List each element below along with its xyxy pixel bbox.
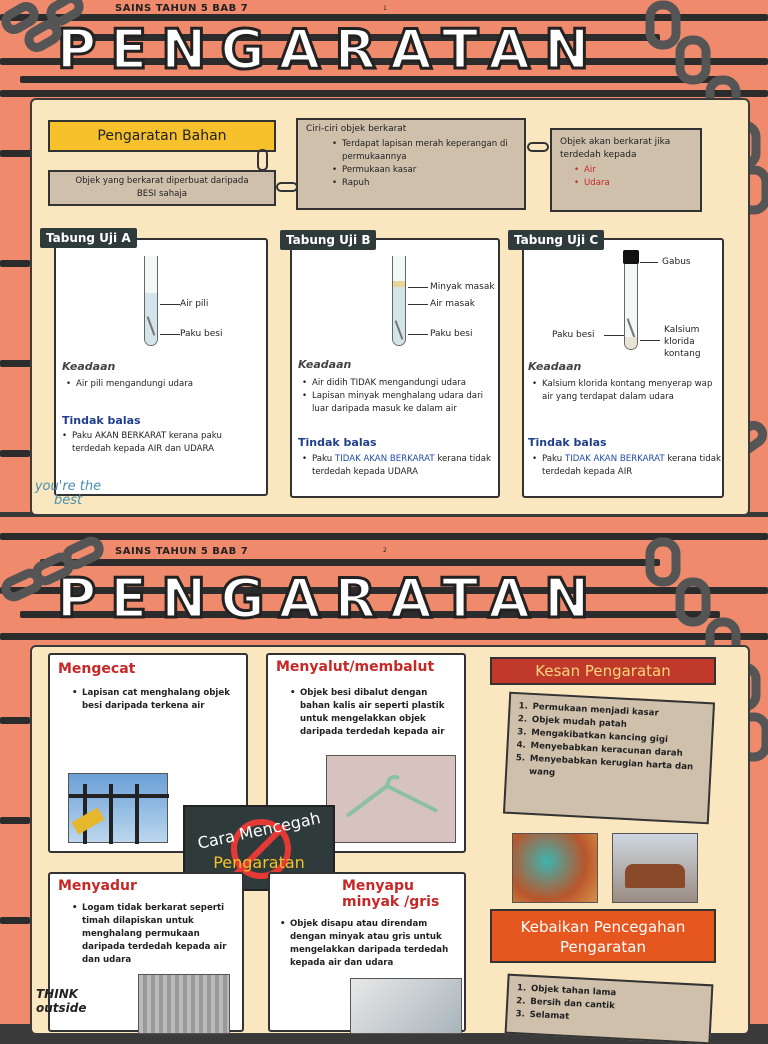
list-item: • Air pili mengandungi udara: [66, 378, 262, 391]
method-list: [280, 918, 460, 970]
list-item: • Paku TIDAK AKAN BERKARAT kerana tidak terdedah kepada AIR: [532, 453, 722, 479]
chain-decoration-left: [0, 537, 110, 627]
list-item: • Air didih TIDAK mengandungi udara: [302, 377, 498, 390]
features-list: [306, 138, 516, 190]
list-item: Objek tahan lama: [530, 983, 617, 999]
test-tube-c: [624, 264, 638, 350]
tube-b-tag: Tabung Uji B: [280, 230, 376, 250]
response-list: [532, 453, 722, 479]
condition-heading: Keadaan: [528, 360, 582, 373]
test-tube-a: [144, 256, 158, 346]
exposure-box: [550, 128, 702, 212]
tube-label: Gabus: [662, 257, 691, 267]
badge-you-are-the-best: you're the best: [34, 479, 102, 508]
list-item: • Terdapat lapisan merah keperangan di permukaannya: [332, 138, 516, 164]
features-title: Ciri-ciri objek berkarat: [306, 124, 407, 134]
subject-header: SAINS TAHUN 5 BAB 7: [115, 546, 249, 557]
list-item: Menyebabkan kerugian harta dan wang: [528, 753, 694, 779]
list-item: • Permukaan kasar: [332, 164, 516, 177]
tube-b-card: [290, 238, 500, 498]
tube-c-card: [522, 238, 724, 498]
response-list: [62, 430, 262, 456]
list-item: • Paku TIDAK AKAN BERKARAT kerana tidak terdedah kepada UDARA: [302, 453, 498, 479]
intro-text-content: Objek yang berkarat diperbuat daripada BESI sahaja: [75, 176, 249, 199]
page-1: [0, 0, 768, 512]
method-list: [72, 902, 236, 967]
intro-label: Pengaratan Bahan: [48, 120, 276, 152]
page-title: PENGARATAN: [56, 18, 604, 81]
chain-decoration-left: [0, 0, 90, 90]
condition-list: [66, 378, 262, 391]
page-number: 1: [383, 5, 387, 12]
tube-label: Minyak masak: [430, 282, 495, 292]
tube-label: Air pili: [180, 299, 209, 309]
tube-label: Air masak: [430, 299, 475, 309]
benefits-title: Kebaikan Pencegahan Pengaratan: [490, 909, 716, 963]
tube-a-tag: Tabung Uji A: [40, 228, 137, 248]
sign-line-2: Pengaratan: [213, 853, 305, 872]
intro-text: [48, 170, 276, 206]
response-list: [302, 453, 498, 479]
condition-heading: Keadaan: [298, 358, 352, 371]
rust-photo: [512, 833, 598, 903]
exposure-list: [560, 164, 692, 190]
painting-photo: [68, 773, 168, 843]
list-item: • Lapisan minyak menghalang udara dari luar daripada masuk ke dalam air: [302, 390, 498, 416]
method-list: [72, 687, 240, 713]
list-item: • Lapisan cat menghalang objek besi daripada terkena air: [72, 687, 240, 713]
features-box: [296, 118, 526, 210]
effects-box: [503, 692, 715, 825]
list-item: Permukaan menjadi kasar: [532, 701, 659, 719]
list-item: • Objek besi dibalut dengan bahan kalis air seperti plastik untuk mengelakkan objek daripada terdedah kepada air: [290, 687, 458, 739]
response-heading: Tindak balas: [528, 436, 607, 449]
list-item: Bersih dan cantik: [530, 996, 616, 1012]
list-item: • Objek disapu atau direndam dengan minyak atau gris untuk mengelakkan daripada terdedah kepada air dan udara: [280, 918, 460, 970]
method-title: Mengecat: [58, 661, 136, 677]
tube-label: Paku besi: [552, 330, 595, 340]
page-2: [0, 517, 768, 1024]
tube-c-tag: Tabung Uji C: [508, 230, 604, 250]
response-heading: Tindak balas: [62, 414, 141, 427]
benefits-list: [515, 982, 703, 1031]
cork-stopper: [623, 250, 639, 264]
effects-list: [515, 700, 705, 788]
list-item: • Logam tidak berkarat seperti timah dilapiskan untuk menghalang permukaan daripada terdedah kepada air dan udara: [72, 902, 236, 967]
condition-list: [302, 377, 498, 416]
exposure-title: Objek akan berkarat jika terdedah kepada: [560, 137, 671, 160]
list-item: • Paku AKAN BERKARAT kerana paku terdedah kepada AIR dan UDARA: [62, 430, 262, 456]
grease-photo: [350, 978, 462, 1034]
test-tube-b: [392, 256, 406, 346]
list-item: • Air: [574, 164, 692, 177]
can-photo: [138, 974, 230, 1034]
list-item: Menyebabkan keracunan darah: [530, 740, 683, 759]
hanger-photo: [326, 755, 456, 843]
method-title: Menyadur: [58, 878, 137, 894]
condition-list: [532, 378, 722, 404]
badge-think-outside: THINK outside: [36, 987, 87, 1015]
effects-title: Kesan Pengaratan: [490, 657, 716, 685]
list-item: • Rapuh: [332, 177, 516, 190]
chain-link-icon: [255, 148, 271, 172]
rusty-car-photo: [612, 833, 698, 903]
list-item: • Udara: [574, 177, 692, 190]
tube-a-card: [54, 238, 268, 496]
subject-header: SAINS TAHUN 5 BAB 7: [115, 3, 249, 14]
tube-label: Paku besi: [180, 329, 223, 339]
list-item: • Kalsium klorida kontang menyerap wap air yang terdapat dalam udara: [532, 378, 722, 404]
method-list: [290, 687, 458, 739]
tube-label: Paku besi: [430, 329, 473, 339]
condition-heading: Keadaan: [62, 360, 116, 373]
list-item: Objek mudah patah: [531, 714, 628, 730]
benefits-box: [505, 974, 714, 1044]
list-item: Mengakibatkan kancing gigi: [530, 727, 669, 746]
page-number: 2: [383, 547, 387, 554]
tube-label: Kalsium klorida kontang: [664, 325, 701, 359]
method-title: Menyalut/membalut: [276, 659, 435, 675]
response-heading: Tindak balas: [298, 436, 377, 449]
chain-link-icon: [526, 140, 550, 154]
page-title: PENGARATAN: [56, 567, 604, 630]
sign-line-1: Cara Mencegah: [195, 808, 323, 853]
method-title: Menyapu minyak /gris: [342, 878, 440, 910]
method-card-greasing: [268, 872, 466, 1032]
list-item: Selamat: [529, 1009, 570, 1022]
